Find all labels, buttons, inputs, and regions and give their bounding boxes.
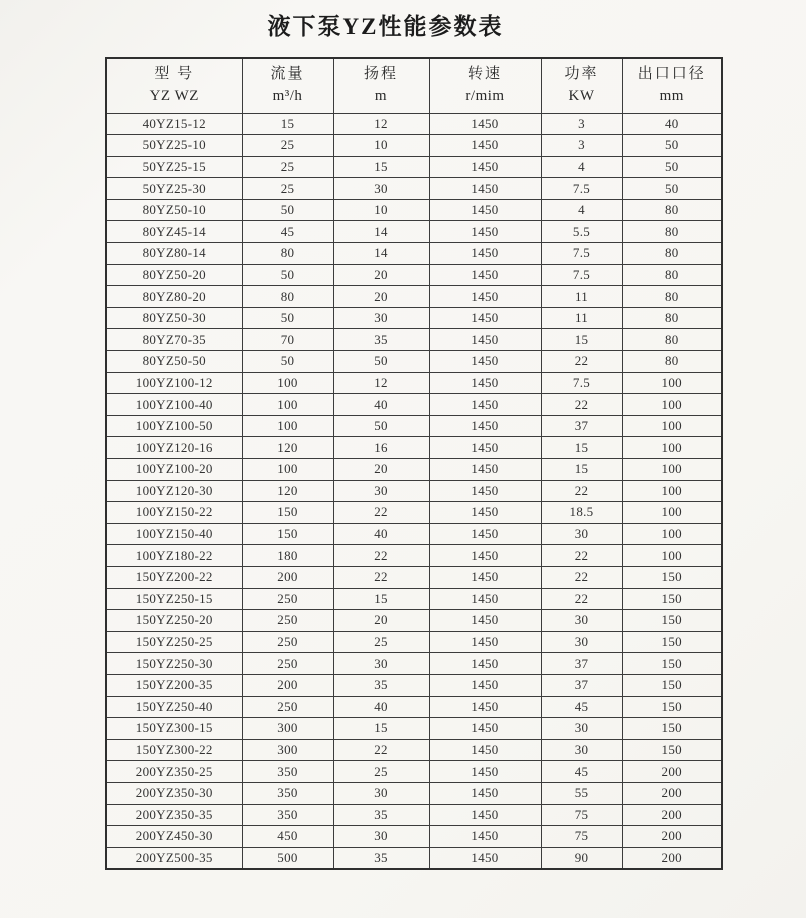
page-title: 液下泵YZ性能参数表 <box>267 14 504 39</box>
flow-cell: 50 <box>242 351 333 373</box>
speed-cell: 1450 <box>429 674 541 696</box>
speed-cell: 1450 <box>429 307 541 329</box>
outlet-cell: 50 <box>622 178 722 200</box>
power-cell: 11 <box>541 307 622 329</box>
table-row <box>106 631 722 653</box>
power-cell: 4 <box>541 156 622 178</box>
speed-cell: 1450 <box>429 610 541 632</box>
head-cell: 40 <box>333 523 429 545</box>
head-cell: 35 <box>333 674 429 696</box>
model-cell: 150YZ300-22 <box>106 739 242 761</box>
head-cell: 12 <box>333 372 429 394</box>
outlet-cell: 200 <box>622 761 722 783</box>
power-cell: 22 <box>541 394 622 416</box>
flow-cell: 70 <box>242 329 333 351</box>
head-cell: 10 <box>333 199 429 221</box>
outlet-cell: 100 <box>622 502 722 524</box>
outlet-cell: 80 <box>622 351 722 373</box>
outlet-cell: 100 <box>622 394 722 416</box>
flow-cell: 100 <box>242 415 333 437</box>
power-cell: 30 <box>541 523 622 545</box>
flow-cell: 100 <box>242 394 333 416</box>
power-cell: 22 <box>541 545 622 567</box>
head-cell: 15 <box>333 588 429 610</box>
table-row <box>106 351 722 373</box>
speed-cell: 1450 <box>429 480 541 502</box>
outlet-cell: 150 <box>622 610 722 632</box>
table-row <box>106 415 722 437</box>
pump-performance-table <box>105 57 723 870</box>
model-cell: 100YZ120-30 <box>106 480 242 502</box>
outlet-cell: 100 <box>622 459 722 481</box>
power-cell: 22 <box>541 351 622 373</box>
speed-cell: 1450 <box>429 718 541 740</box>
table-row <box>106 718 722 740</box>
model-cell: 100YZ100-12 <box>106 372 242 394</box>
power-cell: 30 <box>541 718 622 740</box>
power-cell: 45 <box>541 696 622 718</box>
table-row <box>106 782 722 804</box>
table-row <box>106 156 722 178</box>
table-header-row <box>106 58 722 113</box>
table-row <box>106 545 722 567</box>
model-cell: 80YZ80-20 <box>106 286 242 308</box>
speed-cell: 1450 <box>429 351 541 373</box>
flow-cell: 80 <box>242 286 333 308</box>
outlet-cell: 80 <box>622 307 722 329</box>
power-cell: 22 <box>541 588 622 610</box>
model-cell: 100YZ180-22 <box>106 545 242 567</box>
model-cell: 150YZ200-35 <box>106 674 242 696</box>
head-cell: 22 <box>333 566 429 588</box>
head-cell: 15 <box>333 718 429 740</box>
speed-cell: 1450 <box>429 696 541 718</box>
flow-cell: 250 <box>242 653 333 675</box>
outlet-cell: 150 <box>622 588 722 610</box>
speed-cell: 1450 <box>429 286 541 308</box>
outlet-cell: 100 <box>622 545 722 567</box>
power-cell: 7.5 <box>541 178 622 200</box>
model-cell: 50YZ25-15 <box>106 156 242 178</box>
head-cell: 30 <box>333 653 429 675</box>
head-cell: 20 <box>333 459 429 481</box>
speed-cell: 1450 <box>429 372 541 394</box>
speed-cell: 1450 <box>429 221 541 243</box>
head-cell: 30 <box>333 178 429 200</box>
table-row <box>106 674 722 696</box>
table-row <box>106 847 722 869</box>
power-cell: 45 <box>541 761 622 783</box>
flow-cell: 50 <box>242 264 333 286</box>
model-cell: 150YZ250-25 <box>106 631 242 653</box>
column-header-name: 扬程 <box>363 66 398 82</box>
column-header-unit: KW <box>568 87 595 104</box>
power-cell: 7.5 <box>541 243 622 265</box>
model-cell: 200YZ500-35 <box>106 847 242 869</box>
flow-cell: 120 <box>242 437 333 459</box>
flow-cell: 100 <box>242 372 333 394</box>
flow-cell: 200 <box>242 566 333 588</box>
model-cell: 80YZ45-14 <box>106 221 242 243</box>
column-header-outlet <box>622 58 722 113</box>
table-row <box>106 329 722 351</box>
model-cell: 200YZ350-25 <box>106 761 242 783</box>
power-cell: 37 <box>541 653 622 675</box>
column-header-name: 功率 <box>564 66 599 82</box>
table-row <box>106 459 722 481</box>
speed-cell: 1450 <box>429 804 541 826</box>
outlet-cell: 80 <box>622 243 722 265</box>
head-cell: 20 <box>333 286 429 308</box>
model-cell: 80YZ50-20 <box>106 264 242 286</box>
outlet-cell: 100 <box>622 480 722 502</box>
column-header-unit: YZ WZ <box>149 87 199 104</box>
flow-cell: 450 <box>242 826 333 848</box>
model-cell: 80YZ70-35 <box>106 329 242 351</box>
power-cell: 5.5 <box>541 221 622 243</box>
outlet-cell: 200 <box>622 847 722 869</box>
flow-cell: 250 <box>242 588 333 610</box>
speed-cell: 1450 <box>429 566 541 588</box>
head-cell: 22 <box>333 739 429 761</box>
model-cell: 100YZ120-16 <box>106 437 242 459</box>
head-cell: 30 <box>333 826 429 848</box>
model-cell: 200YZ450-30 <box>106 826 242 848</box>
flow-cell: 250 <box>242 696 333 718</box>
outlet-cell: 80 <box>622 264 722 286</box>
speed-cell: 1450 <box>429 394 541 416</box>
flow-cell: 100 <box>242 459 333 481</box>
power-cell: 11 <box>541 286 622 308</box>
model-cell: 40YZ15-12 <box>106 113 242 135</box>
table-row <box>106 113 722 135</box>
head-cell: 25 <box>333 761 429 783</box>
flow-cell: 180 <box>242 545 333 567</box>
table-row <box>106 286 722 308</box>
model-cell: 150YZ300-15 <box>106 718 242 740</box>
outlet-cell: 200 <box>622 826 722 848</box>
flow-cell: 200 <box>242 674 333 696</box>
column-header-head <box>333 58 429 113</box>
head-cell: 22 <box>333 502 429 524</box>
speed-cell: 1450 <box>429 739 541 761</box>
table-row <box>106 804 722 826</box>
flow-cell: 50 <box>242 307 333 329</box>
speed-cell: 1450 <box>429 264 541 286</box>
column-header-name: 转速 <box>467 66 502 82</box>
model-cell: 80YZ50-50 <box>106 351 242 373</box>
model-cell: 50YZ25-10 <box>106 135 242 157</box>
column-header-unit: m³/h <box>272 87 303 104</box>
head-cell: 10 <box>333 135 429 157</box>
speed-cell: 1450 <box>429 761 541 783</box>
flow-cell: 150 <box>242 523 333 545</box>
outlet-cell: 150 <box>622 653 722 675</box>
outlet-cell: 100 <box>622 437 722 459</box>
speed-cell: 1450 <box>429 631 541 653</box>
flow-cell: 500 <box>242 847 333 869</box>
power-cell: 3 <box>541 135 622 157</box>
model-cell: 100YZ100-20 <box>106 459 242 481</box>
outlet-cell: 100 <box>622 523 722 545</box>
speed-cell: 1450 <box>429 178 541 200</box>
flow-cell: 300 <box>242 718 333 740</box>
power-cell: 30 <box>541 631 622 653</box>
speed-cell: 1450 <box>429 415 541 437</box>
head-cell: 14 <box>333 221 429 243</box>
column-header-model <box>106 58 242 113</box>
head-cell: 20 <box>333 264 429 286</box>
head-cell: 20 <box>333 610 429 632</box>
flow-cell: 350 <box>242 782 333 804</box>
table-row <box>106 761 722 783</box>
outlet-cell: 80 <box>622 221 722 243</box>
outlet-cell: 150 <box>622 718 722 740</box>
head-cell: 12 <box>333 113 429 135</box>
power-cell: 55 <box>541 782 622 804</box>
speed-cell: 1450 <box>429 199 541 221</box>
table-row <box>106 135 722 157</box>
power-cell: 37 <box>541 674 622 696</box>
table-row <box>106 502 722 524</box>
table-row <box>106 826 722 848</box>
table-header <box>106 58 722 113</box>
column-header-unit: m <box>374 87 388 104</box>
speed-cell: 1450 <box>429 502 541 524</box>
table-row <box>106 523 722 545</box>
head-cell: 50 <box>333 351 429 373</box>
power-cell: 3 <box>541 113 622 135</box>
table-row <box>106 178 722 200</box>
table-row <box>106 739 722 761</box>
power-cell: 7.5 <box>541 264 622 286</box>
head-cell: 30 <box>333 782 429 804</box>
model-cell: 80YZ80-14 <box>106 243 242 265</box>
head-cell: 30 <box>333 307 429 329</box>
outlet-cell: 80 <box>622 199 722 221</box>
table-row <box>106 610 722 632</box>
table-row <box>106 243 722 265</box>
outlet-cell: 150 <box>622 696 722 718</box>
column-header-speed <box>429 58 541 113</box>
outlet-cell: 80 <box>622 286 722 308</box>
head-cell: 30 <box>333 480 429 502</box>
head-cell: 40 <box>333 696 429 718</box>
power-cell: 15 <box>541 459 622 481</box>
flow-cell: 150 <box>242 502 333 524</box>
power-cell: 90 <box>541 847 622 869</box>
table-row <box>106 588 722 610</box>
column-header-name: 出口口径 <box>637 66 706 82</box>
speed-cell: 1450 <box>429 523 541 545</box>
flow-cell: 120 <box>242 480 333 502</box>
power-cell: 75 <box>541 804 622 826</box>
table-row <box>106 264 722 286</box>
head-cell: 50 <box>333 415 429 437</box>
model-cell: 150YZ250-20 <box>106 610 242 632</box>
power-cell: 18.5 <box>541 502 622 524</box>
power-cell: 15 <box>541 329 622 351</box>
table-row <box>106 199 722 221</box>
column-header-name: 流量 <box>270 66 305 82</box>
column-header-flow <box>242 58 333 113</box>
model-cell: 80YZ50-10 <box>106 199 242 221</box>
flow-cell: 250 <box>242 631 333 653</box>
outlet-cell: 200 <box>622 782 722 804</box>
flow-cell: 250 <box>242 610 333 632</box>
speed-cell: 1450 <box>429 847 541 869</box>
table-row <box>106 437 722 459</box>
speed-cell: 1450 <box>429 653 541 675</box>
table-body <box>106 113 722 869</box>
head-cell: 15 <box>333 156 429 178</box>
model-cell: 150YZ250-15 <box>106 588 242 610</box>
flow-cell: 25 <box>242 178 333 200</box>
model-cell: 150YZ200-22 <box>106 566 242 588</box>
head-cell: 16 <box>333 437 429 459</box>
model-cell: 100YZ100-40 <box>106 394 242 416</box>
speed-cell: 1450 <box>429 329 541 351</box>
speed-cell: 1450 <box>429 135 541 157</box>
column-header-unit: r/mim <box>465 87 505 104</box>
model-cell: 100YZ100-50 <box>106 415 242 437</box>
speed-cell: 1450 <box>429 588 541 610</box>
outlet-cell: 150 <box>622 631 722 653</box>
head-cell: 14 <box>333 243 429 265</box>
head-cell: 25 <box>333 631 429 653</box>
flow-cell: 25 <box>242 135 333 157</box>
head-cell: 35 <box>333 847 429 869</box>
model-cell: 200YZ350-30 <box>106 782 242 804</box>
outlet-cell: 150 <box>622 739 722 761</box>
speed-cell: 1450 <box>429 243 541 265</box>
model-cell: 100YZ150-40 <box>106 523 242 545</box>
head-cell: 35 <box>333 804 429 826</box>
model-cell: 150YZ250-30 <box>106 653 242 675</box>
outlet-cell: 40 <box>622 113 722 135</box>
model-cell: 80YZ50-30 <box>106 307 242 329</box>
speed-cell: 1450 <box>429 782 541 804</box>
table-row <box>106 307 722 329</box>
power-cell: 30 <box>541 610 622 632</box>
speed-cell: 1450 <box>429 113 541 135</box>
outlet-cell: 50 <box>622 135 722 157</box>
flow-cell: 15 <box>242 113 333 135</box>
speed-cell: 1450 <box>429 156 541 178</box>
table-row <box>106 394 722 416</box>
outlet-cell: 50 <box>622 156 722 178</box>
flow-cell: 25 <box>242 156 333 178</box>
power-cell: 30 <box>541 739 622 761</box>
flow-cell: 50 <box>242 199 333 221</box>
power-cell: 7.5 <box>541 372 622 394</box>
flow-cell: 350 <box>242 761 333 783</box>
head-cell: 35 <box>333 329 429 351</box>
power-cell: 22 <box>541 566 622 588</box>
outlet-cell: 100 <box>622 415 722 437</box>
head-cell: 40 <box>333 394 429 416</box>
outlet-cell: 150 <box>622 566 722 588</box>
table-row <box>106 696 722 718</box>
outlet-cell: 80 <box>622 329 722 351</box>
table-row <box>106 372 722 394</box>
power-cell: 37 <box>541 415 622 437</box>
table-row <box>106 221 722 243</box>
column-header-power <box>541 58 622 113</box>
model-cell: 50YZ25-30 <box>106 178 242 200</box>
outlet-cell: 100 <box>622 372 722 394</box>
power-cell: 4 <box>541 199 622 221</box>
outlet-cell: 150 <box>622 674 722 696</box>
flow-cell: 350 <box>242 804 333 826</box>
model-cell: 100YZ150-22 <box>106 502 242 524</box>
outlet-cell: 200 <box>622 804 722 826</box>
power-cell: 22 <box>541 480 622 502</box>
column-header-unit: mm <box>659 87 684 104</box>
model-cell: 150YZ250-40 <box>106 696 242 718</box>
flow-cell: 300 <box>242 739 333 761</box>
power-cell: 15 <box>541 437 622 459</box>
table-row <box>106 480 722 502</box>
model-cell: 200YZ350-35 <box>106 804 242 826</box>
table-row <box>106 653 722 675</box>
speed-cell: 1450 <box>429 437 541 459</box>
table-row <box>106 566 722 588</box>
speed-cell: 1450 <box>429 545 541 567</box>
head-cell: 22 <box>333 545 429 567</box>
flow-cell: 45 <box>242 221 333 243</box>
flow-cell: 80 <box>242 243 333 265</box>
speed-cell: 1450 <box>429 826 541 848</box>
column-header-name: 型 号 <box>154 66 195 82</box>
power-cell: 75 <box>541 826 622 848</box>
speed-cell: 1450 <box>429 459 541 481</box>
